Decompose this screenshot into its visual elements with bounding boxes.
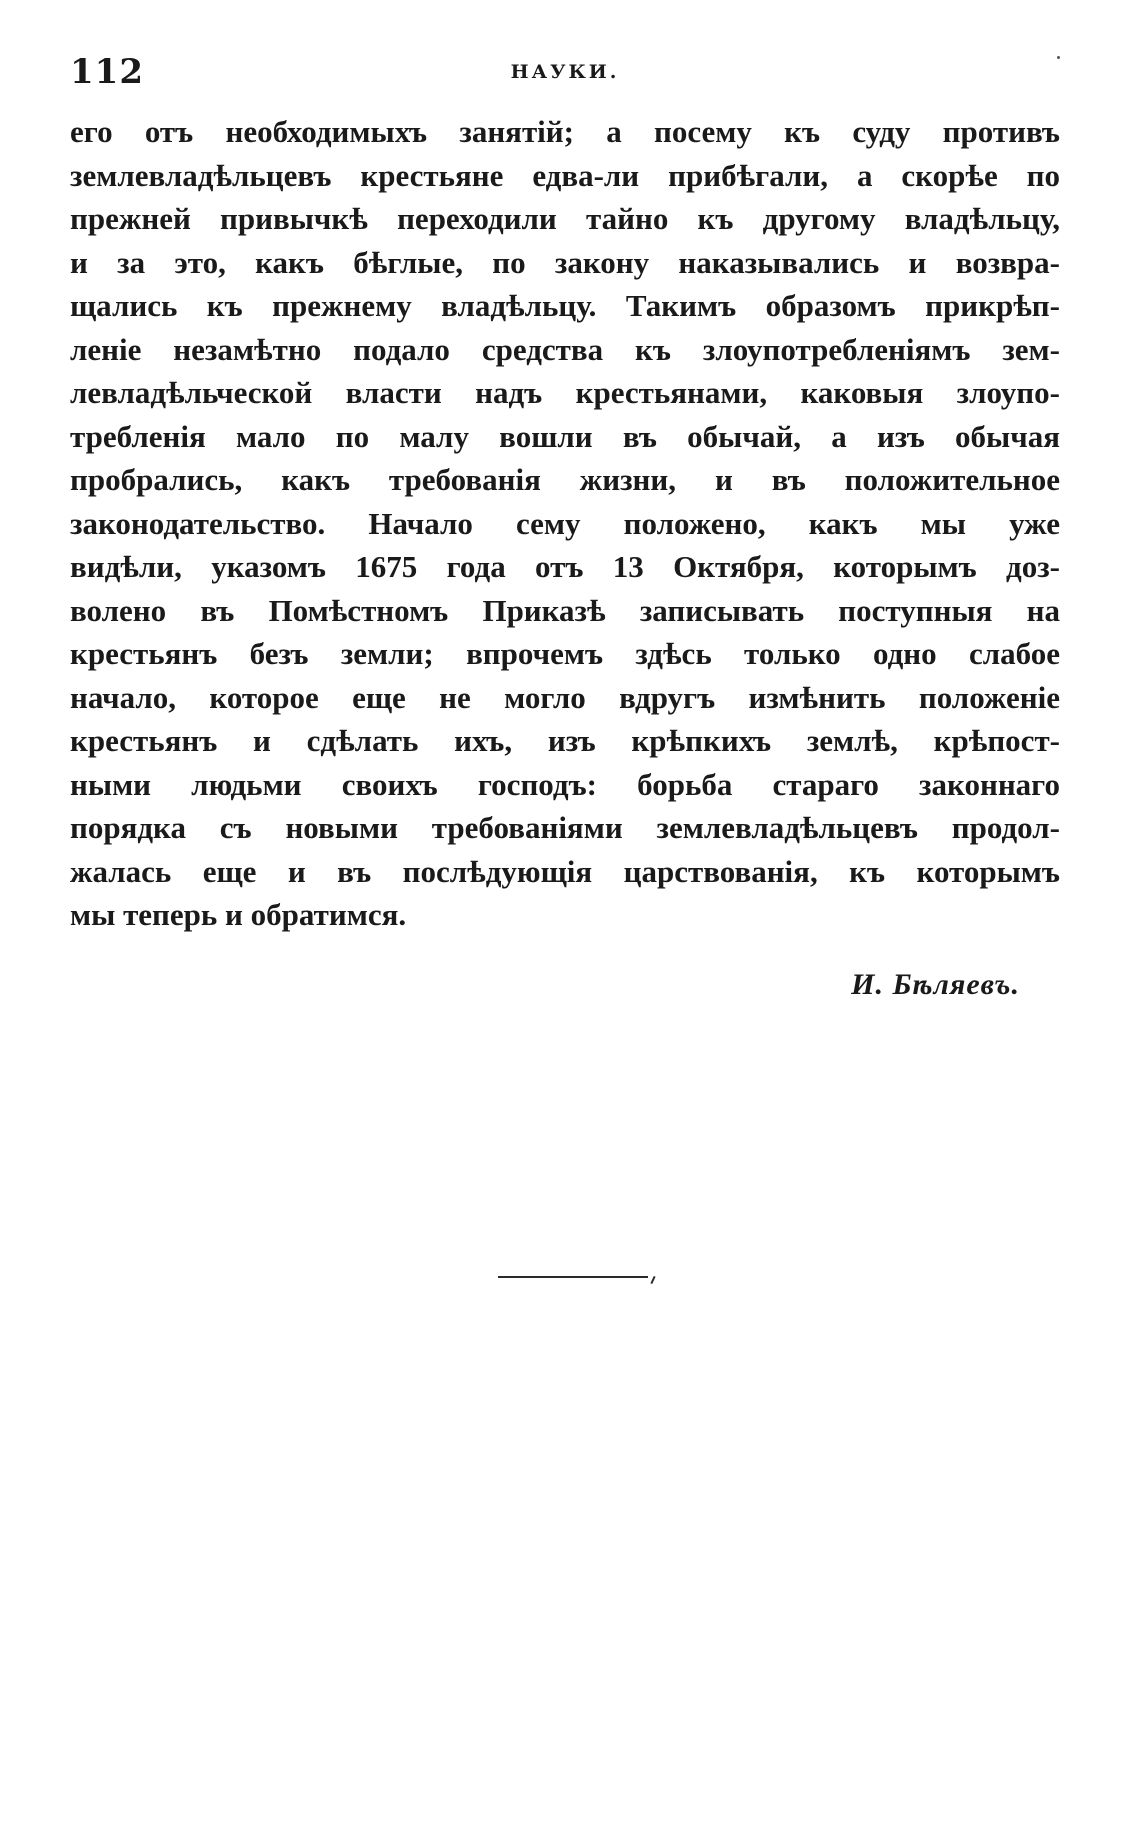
text-line: левладѣльческой власти надъ крестьянами, каковыя злоупо- <box>70 375 1060 410</box>
author-signature: И. Бѣляевъ. <box>851 968 1020 1001</box>
text-line: начало, которое еще не могло вдругъ измѣнить положеніе <box>70 679 1060 715</box>
text-line: требленія мало по малу вошли въ обычай, а изъ обычая <box>70 418 1060 454</box>
text-line: волено въ Помѣстномъ Приказѣ записывать поступныя на <box>70 592 1060 628</box>
page-number: 112 <box>70 52 144 92</box>
text-line: пробрались, какъ требованія жизни, и въ положительное <box>70 462 1060 497</box>
text-line: жалась еще и въ послѣдующія царствованія, къ которымъ <box>70 853 1060 889</box>
text-line: видѣли, указомъ 1675 года отъ 13 Октября, которымъ доз- <box>70 549 1060 584</box>
text-line-last: мы теперь и обратимся. <box>70 897 407 932</box>
print-speck <box>1057 56 1060 59</box>
text-line: законодательство. Начало сему положено, какъ мы уже <box>70 505 1060 541</box>
body-text <box>70 110 1060 937</box>
text-line: и за это, какъ бѣглые, по закону наказывались и возвра- <box>70 244 1060 280</box>
end-rule <box>498 1276 648 1278</box>
text-line: ными людьми своихъ господъ: борьба стараго законнаго <box>70 766 1060 802</box>
text-line: прежней привычкѣ переходили тайно къ другому владѣльцу, <box>70 201 1060 236</box>
text-line: леніе незамѣтно подало средства къ злоупотребленіямъ зем- <box>70 331 1060 367</box>
text-line: щались къ прежнему владѣльцу. Такимъ образомъ прикрѣп- <box>70 288 1060 323</box>
text-line: землевладѣльцевъ крестьяне едва-ли прибѣгали, а скорѣе по <box>70 157 1060 193</box>
text-line: крестьянъ безъ земли; впрочемъ здѣсь только одно слабое <box>70 636 1060 671</box>
text-line: порядка съ новыми требованіями землевладѣльцевъ продол- <box>70 810 1060 845</box>
running-header <box>70 52 1060 92</box>
text-line: его отъ необходимыхъ занятій; а посему къ суду противъ <box>70 114 1060 149</box>
text-line: крестьянъ и сдѣлать ихъ, изъ крѣпкихъ землѣ, крѣпост- <box>70 723 1060 758</box>
section-title: НАУКИ. <box>510 61 620 83</box>
